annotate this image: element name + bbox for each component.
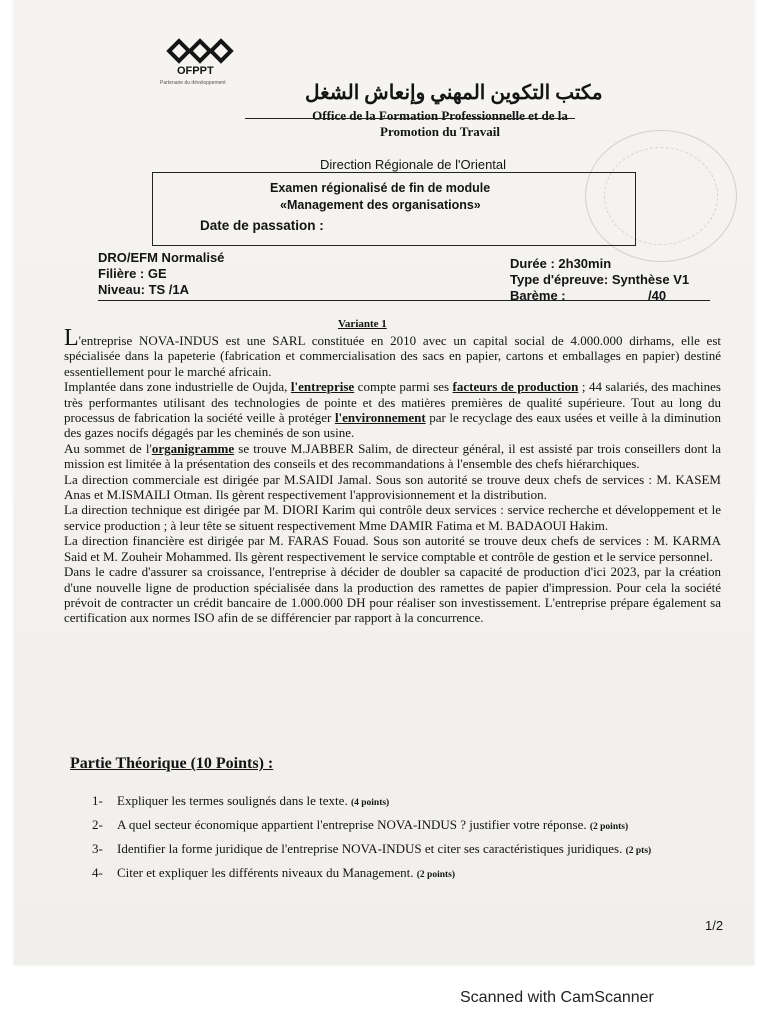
- bareme-value: /40: [648, 288, 667, 303]
- info-niveau: Niveau: TS /1A: [98, 282, 190, 297]
- paragraph-3: [64, 441, 721, 472]
- question-text: Identifier la forme juridique de l'entreprise NOVA-INDUS et citer ses caractéristiques juridiques.: [117, 841, 623, 856]
- french-title-line1: Office de la Formation Professionnelle et de la: [312, 108, 568, 123]
- direction-label: Direction Régionale de l'Oriental: [320, 157, 507, 172]
- p2-text-c: ; 44 salariés, des machines très performantes utilisant des technologies de pointe et des matières premières de qualité supérieure. Tout au long du processus de fabrication la société veille à protéger: [64, 379, 721, 426]
- info-divider: [98, 300, 710, 301]
- paragraph-2: [64, 379, 721, 441]
- question-points: (2 points): [589, 822, 629, 832]
- partie-theorique-title: Partie Théorique (10 Points) :: [70, 755, 274, 772]
- exam-info-left: [98, 250, 224, 298]
- arabic-title: مكتب التكوين المهني وإنعاش الشغل: [305, 82, 603, 104]
- paragraph-1-text: 'entreprise NOVA-INDUS est une SARL constituée en 2010 avec un capital social de 4.000.000 dirhams, elle est spécialisée dans la papeterie (fabrication et commercialisation des sacs en papier, cartons et emballages en papier) destiné essentiellement pour le marché africain.: [64, 333, 721, 379]
- page-number: 1/2: [705, 918, 724, 933]
- underlined-term-organigramme: organigramme: [151, 440, 235, 456]
- question-list: [92, 790, 712, 886]
- question-text: Citer et expliquer les différents niveaux du Management.: [117, 865, 414, 880]
- question-item: [92, 814, 712, 838]
- p2-text-a: Implantée dans zone industrielle de Oujda,: [64, 379, 291, 395]
- paragraph-5: La direction technique est dirigée par M. DIORI Karim qui contrôle deux services : service recherche et développement et le service production ; à leur tête se situent respectivement Mme DAMIR Fatima et M. BADAOUI Hakim.: [64, 502, 721, 533]
- question-text: A quel secteur économique appartient l'entreprise NOVA-INDUS ? justifier votre réponse.: [117, 817, 587, 832]
- question-text: Expliquer les termes soulignés dans le texte.: [117, 793, 348, 808]
- question-number: 1-: [92, 793, 103, 808]
- drop-cap: L: [64, 325, 79, 351]
- question-number: 3-: [92, 841, 103, 856]
- logo-text: OFPPT: [177, 65, 214, 77]
- exam-info-right: [510, 256, 689, 304]
- exam-title-line2: «Management des organisations»: [280, 198, 481, 212]
- question-number: 4-: [92, 865, 103, 880]
- exam-title-line1: Examen régionalisé de fin de module: [270, 181, 491, 195]
- french-title: [290, 108, 590, 140]
- info-dro: DRO/EFM Normalisé: [98, 250, 225, 265]
- question-item: [92, 790, 712, 814]
- underlined-term-environnement: l'environnement: [334, 410, 426, 426]
- underlined-term-entreprise: l'entreprise: [290, 379, 355, 395]
- paragraph-4: La direction commerciale est dirigée par M.SAIDI Jamal. Sous son autorité se trouve deux chefs de services : M. KASEM Anas et M.ISMAILI Otman. Ils gèrent respectivement l'approvisionnement et la distribution.: [64, 471, 721, 503]
- french-title-line2: Promotion du Travail: [380, 124, 500, 139]
- paragraph-1: [64, 325, 721, 379]
- question-points: (2 points): [416, 870, 456, 880]
- info-type-epreuve: Type d'épreuve: Synthèse V1: [510, 272, 690, 287]
- info-bareme: [510, 288, 689, 304]
- question-number: 2-: [92, 817, 103, 832]
- question-points: (4 points): [350, 798, 390, 808]
- p3-text-a: Au sommet de l': [64, 440, 152, 456]
- info-filiere: Filière : GE: [98, 266, 167, 281]
- header-divider: [245, 118, 575, 119]
- p3-text-b: se trouve M.JABBER Salim, de directeur général, il est assisté par trois conseillers dont la mission est limitée à la présentation des conseils et des recommandations à l'ensemble des chefs hiérarchiques.: [64, 440, 721, 472]
- paragraph-7: Dans le cadre d'assurer sa croissance, l'entreprise à décider de doubler sa capacité de production d'ici 2023, par la création d'une nouvelle ligne de production spécialisée dans la production des ramettes de papier d'impression. Pour cela la société prévoit de contracter un crédit bancaire de 1.000.000 DH pour réaliser son investissement. L'entreprise prépare également sa certification aux normes ISO afin de se différencier par rapport à la concurrence.: [64, 564, 721, 626]
- bareme-label: Barème :: [510, 288, 566, 303]
- camscanner-watermark: Scanned with CamScanner: [460, 989, 654, 1006]
- info-duree: Durée : 2h30min: [510, 256, 612, 271]
- question-points: (2 pts): [625, 846, 652, 856]
- p2-text-d: par le recyclage des eaux usées et veille à la diminution des gazes nocifs dégagés par les cheminés de son usine.: [64, 410, 721, 441]
- question-item: [92, 838, 712, 862]
- date-label: Date de passation :: [200, 218, 324, 233]
- p2-text-b: compte parmi ses: [354, 379, 453, 395]
- paragraph-6: La direction financière est dirigée par M. FARAS Fouad. Sous son autorité se trouve deux chefs de services : M. KARMA Said et M. Zouheir Mohammed. Ils gèrent respectivement le service comptable et contrôle de gestion et le service personnel.: [64, 533, 721, 564]
- question-item: [92, 862, 712, 886]
- case-study-text: [64, 325, 721, 626]
- underlined-term-facteurs: facteurs de production: [452, 379, 579, 395]
- variante-label: Variante 1: [338, 318, 387, 330]
- logo-tagline: Partenaire du développement: [160, 80, 226, 86]
